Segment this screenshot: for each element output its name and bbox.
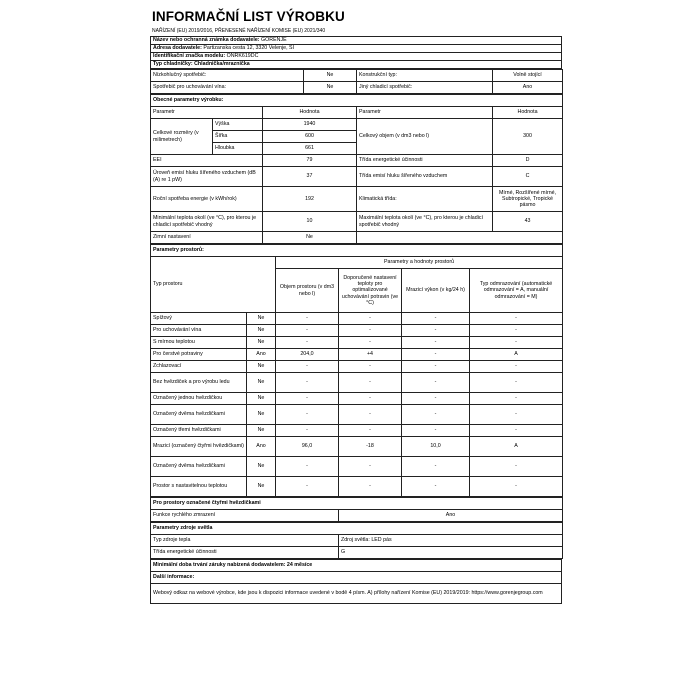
- additional-heading: Další informace:: [151, 572, 562, 584]
- compartment-name: Označený dvěma hvězdičkami: [151, 405, 247, 425]
- param-value: Mírné, Rozšířené mírné, Subtropické, Tropické pásmo: [493, 187, 563, 212]
- compartment-volume: -: [276, 313, 339, 325]
- supplier-address-value: Partizanska cesta 12, 3320 Velenje, SI: [203, 45, 295, 52]
- param-label: Klimatická třída:: [357, 187, 493, 212]
- model-row: [151, 53, 562, 61]
- param-header: Parametr: [357, 107, 493, 119]
- param-value: 79: [263, 155, 357, 167]
- compartment-temperature: -: [339, 405, 402, 425]
- type-table: [150, 69, 563, 94]
- four-star-table: [150, 497, 563, 522]
- compartment-freezing-capacity: -: [402, 325, 470, 337]
- compartment-type-header: Typ prostoru: [151, 257, 276, 313]
- compartment-present: Ne: [247, 457, 276, 477]
- param-value: 10: [263, 212, 357, 232]
- compartment-name: Zchlazovací: [151, 361, 247, 373]
- model-value: ONRK619DC: [226, 53, 259, 60]
- compartment-temperature: -: [339, 373, 402, 393]
- depth-value: 661: [263, 143, 357, 155]
- compartment-defrost-type: -: [470, 337, 563, 349]
- defrost-type-column-header: Typ odmrazování (automatické odmrazování = A, manuální odmrazování = M): [470, 269, 563, 313]
- winter-setting-label: Zimní nastavení: [151, 232, 263, 244]
- width-value: 600: [263, 131, 357, 143]
- compartment-defrost-type: -: [470, 325, 563, 337]
- value-header: Hodnota: [263, 107, 357, 119]
- compartment-volume: 204,0: [276, 349, 339, 361]
- light-class-value: G: [339, 547, 563, 559]
- footer-table: [150, 559, 562, 604]
- compartment-defrost-type: -: [470, 393, 563, 405]
- compartment-temperature: +4: [339, 349, 402, 361]
- compartment-name: Označený dvěma hvězdičkami: [151, 457, 247, 477]
- param-value: 192: [263, 187, 357, 212]
- type-value: Ne: [304, 70, 357, 82]
- supplier-name-value: GORENJE: [261, 37, 287, 44]
- param-label: Úroveň emisí hluku šířeného vzduchem (dB (A) re 1 pW): [151, 167, 263, 187]
- compartment-present: Ne: [247, 325, 276, 337]
- compartment-defrost-type: A: [470, 437, 563, 457]
- param-value: D: [493, 155, 563, 167]
- compartment-name: Pro uchovávání vína: [151, 325, 247, 337]
- compartment-volume: -: [276, 337, 339, 349]
- compartment-freezing-capacity: -: [402, 425, 470, 437]
- general-parameters-table: [150, 94, 563, 244]
- compartment-row: [151, 457, 563, 477]
- param-value: 37: [263, 167, 357, 187]
- compartment-row: [151, 313, 563, 325]
- total-volume-value: 300: [493, 119, 563, 155]
- compartment-present: Ne: [247, 313, 276, 325]
- param-header: Parametr: [151, 107, 263, 119]
- type-label: Jiný chladicí spotřebič:: [357, 82, 493, 94]
- additional-text: Webový odkaz na webové výrobce, kde jsou k dispozici informace uvedené v bodě 4 písm. A) přílohy nařízení Komise (EU) 2019/2019: https://www.gorenjegroup.com: [151, 584, 562, 604]
- compartments-table: [150, 244, 563, 497]
- compartment-freezing-capacity: -: [402, 337, 470, 349]
- compartment-temperature: -: [339, 313, 402, 325]
- compartment-present: Ne: [247, 405, 276, 425]
- param-label: EEI: [151, 155, 263, 167]
- compartments-heading: Parametry prostorů:: [151, 245, 563, 257]
- depth-label: Hloubka: [213, 143, 263, 155]
- compartment-freezing-capacity: -: [402, 349, 470, 361]
- type-value: Volně stojící: [493, 70, 563, 82]
- supplier-address-row: [151, 45, 562, 53]
- param-label: Maximální teplota okolí (ve °C), pro kterou je chladicí spotřebič vhodný: [357, 212, 493, 232]
- compartment-defrost-type: -: [470, 477, 563, 497]
- compartment-row: [151, 337, 563, 349]
- compartment-row: [151, 477, 563, 497]
- compartment-row: [151, 361, 563, 373]
- type-label: Spotřebič pro uchovávání vína:: [151, 82, 304, 94]
- compartment-freezing-capacity: -: [402, 313, 470, 325]
- param-label: Třída energetické účinnosti: [357, 155, 493, 167]
- type-value: Ano: [493, 82, 563, 94]
- param-label: Roční spotřeba energie (v kWh/rok): [151, 187, 263, 212]
- compartment-row: [151, 325, 563, 337]
- light-type-value: Zdroj světla: LED pás: [339, 535, 563, 547]
- compartment-volume: -: [276, 373, 339, 393]
- document-subtitle: NAŘÍZENÍ (EU) 2019/2016, PŘENESENÉ NAŘÍZENÍ KOMISE (EU) 2021/340: [152, 28, 326, 34]
- warranty: Minimální doba trvání záruky nabízená dodavatelem: 24 měsíce: [151, 560, 562, 572]
- supplier-table: [150, 36, 562, 69]
- compartment-freezing-capacity: -: [402, 477, 470, 497]
- compartment-temperature: -: [339, 361, 402, 373]
- compartment-volume: -: [276, 425, 339, 437]
- width-label: Šířka: [213, 131, 263, 143]
- type-label: Nízkohlučný spotřebič:: [151, 70, 304, 82]
- compartment-volume: -: [276, 405, 339, 425]
- compartment-volume: -: [276, 361, 339, 373]
- compartment-temperature: -: [339, 393, 402, 405]
- compartment-row: [151, 349, 563, 361]
- compartment-temperature: -18: [339, 437, 402, 457]
- compartment-present: Ne: [247, 477, 276, 497]
- light-class-label: Třída energetické účinnosti: [151, 547, 339, 559]
- volume-column-header: Objem prostoru (v dm3 nebo l): [276, 269, 339, 313]
- type-value: Ne: [304, 82, 357, 94]
- compartment-present: Ano: [247, 437, 276, 457]
- fast-freeze-value: Ano: [339, 510, 563, 522]
- light-heading: Parametry zdroje světla: [151, 523, 563, 535]
- dimensions-label: Celkové rozměry (v milimetrech): [151, 119, 213, 155]
- freezing-capacity-column-header: Mrazicí výkon (v kg/24 h): [402, 269, 470, 313]
- compartment-present: Ne: [247, 373, 276, 393]
- compartment-name: Označený třemi hvězdičkami: [151, 425, 247, 437]
- light-type-label: Typ zdroje tepla: [151, 535, 339, 547]
- value-header: Hodnota: [493, 107, 563, 119]
- compartment-name: Označený jednou hvězdičkou: [151, 393, 247, 405]
- compartment-name: Pro čerstvé potraviny: [151, 349, 247, 361]
- compartment-temperature: -: [339, 337, 402, 349]
- compartment-freezing-capacity: -: [402, 361, 470, 373]
- supplier-address-label: Adresa dodavatele:: [153, 45, 202, 52]
- compartment-row: [151, 425, 563, 437]
- compartment-defrost-type: -: [470, 457, 563, 477]
- compartment-present: Ne: [247, 361, 276, 373]
- fast-freeze-label: Funkce rychlého zmrazení: [151, 510, 339, 522]
- compartment-defrost-type: -: [470, 405, 563, 425]
- compartment-name: S mírnou teplotou: [151, 337, 247, 349]
- appliance-type: Typ chladničky: Chladnička/mraznička: [151, 61, 562, 69]
- compartment-defrost-type: -: [470, 313, 563, 325]
- type-label: Konstrukční typ:: [357, 70, 493, 82]
- compartment-present: Ne: [247, 425, 276, 437]
- total-volume-label: Celkový objem (v dm3 nebo l): [357, 119, 493, 155]
- compartment-name: Prostor s nastavitelnou teplotou: [151, 477, 247, 497]
- supplier-name-row: [151, 37, 562, 45]
- light-source-table: [150, 522, 563, 559]
- compartment-row: [151, 393, 563, 405]
- general-heading: Obecné parametry výrobku:: [151, 95, 563, 107]
- compartment-volume: -: [276, 457, 339, 477]
- compartment-defrost-type: A: [470, 349, 563, 361]
- param-label: Třída emisí hluku šířeného vzduchem: [357, 167, 493, 187]
- compartment-rows: [151, 313, 563, 497]
- compartment-defrost-type: -: [470, 425, 563, 437]
- compartment-row: [151, 437, 563, 457]
- param-value: 43: [493, 212, 563, 232]
- compartment-volume: -: [276, 325, 339, 337]
- compartment-present: Ano: [247, 349, 276, 361]
- compartment-freezing-capacity: 10,0: [402, 437, 470, 457]
- compartment-row: [151, 373, 563, 393]
- compartment-row: [151, 405, 563, 425]
- compartment-group-header: Parametry a hodnoty prostorů: [276, 257, 563, 269]
- compartment-name: Bez hvězdiček a pro výrobu ledu: [151, 373, 247, 393]
- supplier-name-label: Název nebo ochranná známka dodavatele:: [153, 37, 260, 44]
- param-value: C: [493, 167, 563, 187]
- height-label: Výška: [213, 119, 263, 131]
- compartment-temperature: -: [339, 425, 402, 437]
- compartment-freezing-capacity: -: [402, 457, 470, 477]
- compartment-freezing-capacity: -: [402, 405, 470, 425]
- compartment-name: Mrazicí (označený čtyřmi hvězdičkami): [151, 437, 247, 457]
- compartment-defrost-type: -: [470, 361, 563, 373]
- compartment-present: Ne: [247, 393, 276, 405]
- compartment-name: Spížový: [151, 313, 247, 325]
- compartment-temperature: -: [339, 477, 402, 497]
- compartment-volume: -: [276, 393, 339, 405]
- four-star-heading: Pro prostory označené čtyřmi hvězdičkami: [151, 498, 563, 510]
- model-label: Identifikační značka modelu:: [153, 53, 226, 60]
- height-value: 1940: [263, 119, 357, 131]
- compartment-temperature: -: [339, 457, 402, 477]
- winter-setting-value: Ne: [263, 232, 357, 244]
- param-label: Minimální teplota okolí (ve °C), pro kterou je chladicí spotřebič vhodný: [151, 212, 263, 232]
- document-title: INFORMAČNÍ LIST VÝROBKU: [152, 9, 345, 24]
- temperature-column-header: Doporučené nastavení teploty pro optimalizované uchovávání potravin (ve °C): [339, 269, 402, 313]
- compartment-defrost-type: -: [470, 373, 563, 393]
- product-information-sheet: [150, 8, 562, 604]
- compartment-volume: -: [276, 477, 339, 497]
- compartment-temperature: -: [339, 325, 402, 337]
- compartment-freezing-capacity: -: [402, 393, 470, 405]
- compartment-freezing-capacity: -: [402, 373, 470, 393]
- compartment-volume: 96,0: [276, 437, 339, 457]
- compartment-present: Ne: [247, 337, 276, 349]
